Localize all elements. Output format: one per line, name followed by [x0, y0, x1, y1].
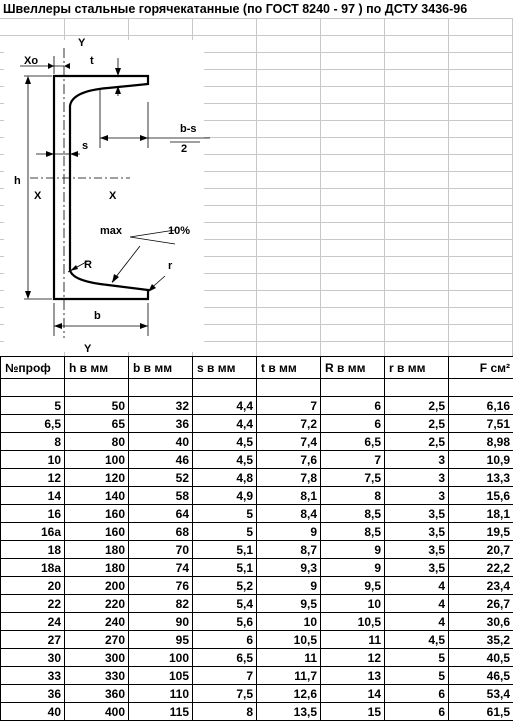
table-cell: 3,5	[385, 541, 449, 559]
label-R: R	[84, 259, 92, 271]
table-cell: 5	[193, 505, 257, 523]
table-row	[1, 541, 513, 559]
table-cell: 7,4	[257, 433, 321, 451]
column-header: R в мм	[321, 357, 385, 379]
table-cell: 11	[321, 631, 385, 649]
table-cell: 5,1	[193, 541, 257, 559]
table-cell: 90	[129, 613, 193, 631]
table-cell: 36	[1, 685, 65, 703]
column-header: s в мм	[193, 357, 257, 379]
table-row	[1, 505, 513, 523]
table-cell: 12	[1, 469, 65, 487]
table-cell: 46,5	[449, 667, 513, 685]
table-cell: 16а	[1, 523, 65, 541]
table-cell: 13,3	[449, 469, 513, 487]
table-cell: 8	[1, 433, 65, 451]
table-cell: 240	[65, 613, 129, 631]
table-cell: 8,98	[449, 433, 513, 451]
table-cell: 13	[321, 667, 385, 685]
table-cell: 400	[65, 703, 129, 721]
table-cell: 64	[129, 505, 193, 523]
table-cell: 3,5	[385, 523, 449, 541]
table-cell: 4,8	[193, 469, 257, 487]
table-cell: 11,7	[257, 667, 321, 685]
table-cell: 9	[257, 577, 321, 595]
table-cell: 6,16	[449, 397, 513, 415]
page-title: Швеллеры стальные горячекатанные (по ГОСТ 8240 - 97 ) по ДСТУ 3436-96	[3, 2, 468, 16]
table-cell: 360	[65, 685, 129, 703]
table-cell: 9,3	[257, 559, 321, 577]
label-y-bottom: Y	[84, 343, 92, 355]
label-b-s: b-s	[180, 123, 197, 135]
table-cell: 24	[1, 613, 65, 631]
table-cell: 7	[257, 397, 321, 415]
table-cell: 3,5	[385, 505, 449, 523]
label-h: h	[14, 175, 21, 187]
table-cell: 2,5	[385, 397, 449, 415]
table-cell: 74	[129, 559, 193, 577]
table-row	[1, 397, 513, 415]
table-cell: 53,4	[449, 685, 513, 703]
table-cell: 11	[257, 649, 321, 667]
table-cell: 15	[321, 703, 385, 721]
table-cell: 19,5	[449, 523, 513, 541]
table-row	[1, 433, 513, 451]
table-cell: 30,6	[449, 613, 513, 631]
table-cell: 4	[385, 595, 449, 613]
table-row	[1, 415, 513, 433]
table-cell: 7	[321, 451, 385, 469]
table-cell: 95	[129, 631, 193, 649]
table-row	[1, 631, 513, 649]
table-cell: 50	[65, 397, 129, 415]
table-cell: 7,5	[321, 469, 385, 487]
table-cell: 8	[321, 487, 385, 505]
column-header: h в мм	[65, 357, 129, 379]
table-cell: 10	[257, 613, 321, 631]
table-cell: 46	[129, 451, 193, 469]
table-row	[1, 685, 513, 703]
channel-drawing	[0, 18, 513, 356]
table-row	[1, 667, 513, 685]
table-cell: 7,6	[257, 451, 321, 469]
table-cell: 4	[385, 577, 449, 595]
table-cell: 14	[1, 487, 65, 505]
table-cell: 8,4	[257, 505, 321, 523]
table-cell: 120	[65, 469, 129, 487]
table-cell: 26,7	[449, 595, 513, 613]
table-cell: 200	[65, 577, 129, 595]
table-cell: 9	[321, 559, 385, 577]
label-10pct: 10%	[168, 225, 191, 237]
table-cell: 10,9	[449, 451, 513, 469]
table-cell: 3,5	[385, 559, 449, 577]
table-cell: 14	[321, 685, 385, 703]
table-cell: 9,5	[321, 577, 385, 595]
label-x-right: X	[109, 190, 117, 202]
table-row	[1, 559, 513, 577]
table-cell: 23,4	[449, 577, 513, 595]
table-cell: 65	[65, 415, 129, 433]
table-cell: 20	[1, 577, 65, 595]
table-cell: 100	[129, 649, 193, 667]
table-cell: 9	[321, 541, 385, 559]
table-cell: 3	[385, 487, 449, 505]
column-header: r в мм	[385, 357, 449, 379]
table-cell: 10	[321, 595, 385, 613]
table-cell: 4,9	[193, 487, 257, 505]
table-cell: 61,5	[449, 703, 513, 721]
table-cell: 7,2	[257, 415, 321, 433]
column-header: b в мм	[129, 357, 193, 379]
table-cell: 7,8	[257, 469, 321, 487]
table-cell: 9,5	[257, 595, 321, 613]
channel-table	[0, 356, 513, 721]
label-xo: Xo	[24, 55, 39, 67]
table-cell: 180	[65, 559, 129, 577]
table-cell: 35,2	[449, 631, 513, 649]
table-cell: 30	[1, 649, 65, 667]
table-blank-row	[1, 379, 513, 397]
label-max: max	[100, 225, 123, 237]
table-cell: 4,5	[193, 433, 257, 451]
table-cell: 7	[193, 667, 257, 685]
table-cell: 2,5	[385, 433, 449, 451]
table-cell: 8,1	[257, 487, 321, 505]
table-cell: 18	[1, 541, 65, 559]
table-cell: 40	[1, 703, 65, 721]
table-cell: 40	[129, 433, 193, 451]
table-cell: 10	[1, 451, 65, 469]
table-row	[1, 649, 513, 667]
table-cell: 100	[65, 451, 129, 469]
table-cell: 32	[129, 397, 193, 415]
table-cell: 40,5	[449, 649, 513, 667]
table-cell: 4,4	[193, 415, 257, 433]
table-cell: 6,5	[193, 649, 257, 667]
table-cell: 160	[65, 505, 129, 523]
label-b: b	[94, 310, 101, 322]
table-cell: 36	[129, 415, 193, 433]
table-cell: 33	[1, 667, 65, 685]
table-cell: 68	[129, 523, 193, 541]
table-cell: 12,6	[257, 685, 321, 703]
table-cell: 9	[257, 523, 321, 541]
table-cell: 13,5	[257, 703, 321, 721]
table-cell: 4,5	[193, 451, 257, 469]
table-cell: 270	[65, 631, 129, 649]
table-cell: 20,7	[449, 541, 513, 559]
table-cell: 8,5	[321, 505, 385, 523]
table-row	[1, 703, 513, 721]
label-r: r	[168, 260, 173, 272]
table-cell: 10,5	[257, 631, 321, 649]
table-cell: 18,1	[449, 505, 513, 523]
table-cell: 5,6	[193, 613, 257, 631]
table-cell: 5	[1, 397, 65, 415]
table-cell: 6,5	[321, 433, 385, 451]
table-cell: 115	[129, 703, 193, 721]
column-header: F см²	[449, 357, 513, 379]
table-cell: 4,5	[385, 631, 449, 649]
table-row	[1, 613, 513, 631]
table-cell: 110	[129, 685, 193, 703]
table-cell: 27	[1, 631, 65, 649]
table-cell: 4	[385, 613, 449, 631]
column-header: t в мм	[257, 357, 321, 379]
table-cell: 8	[193, 703, 257, 721]
table-cell: 5,2	[193, 577, 257, 595]
label-s: s	[82, 140, 89, 152]
table-cell: 6	[385, 703, 449, 721]
table-cell: 58	[129, 487, 193, 505]
table-cell: 6	[321, 397, 385, 415]
label-t: t	[90, 55, 94, 67]
table-row	[1, 523, 513, 541]
table-cell: 22,2	[449, 559, 513, 577]
table-cell: 160	[65, 523, 129, 541]
table-cell: 22	[1, 595, 65, 613]
label-two: 2	[181, 143, 188, 155]
table-cell: 105	[129, 667, 193, 685]
table-cell: 8,7	[257, 541, 321, 559]
table-cell: 6	[385, 685, 449, 703]
table-cell: 76	[129, 577, 193, 595]
table-cell: 3	[385, 469, 449, 487]
table-cell: 10,5	[321, 613, 385, 631]
table-cell: 5,4	[193, 595, 257, 613]
column-header: №проф	[1, 357, 65, 379]
table-cell: 6	[321, 415, 385, 433]
table-cell: 5	[385, 667, 449, 685]
table-row	[1, 595, 513, 613]
table-cell: 12	[321, 649, 385, 667]
label-x-left: X	[34, 190, 42, 202]
table-cell: 6,5	[1, 415, 65, 433]
table-row	[1, 451, 513, 469]
table-cell: 5	[385, 649, 449, 667]
table-cell: 330	[65, 667, 129, 685]
table-cell: 18а	[1, 559, 65, 577]
table-cell: 8,5	[321, 523, 385, 541]
table-cell: 70	[129, 541, 193, 559]
table-cell: 82	[129, 595, 193, 613]
table-cell: 140	[65, 487, 129, 505]
table-cell: 5	[193, 523, 257, 541]
table-cell: 80	[65, 433, 129, 451]
table-row	[1, 577, 513, 595]
table-cell: 6	[193, 631, 257, 649]
table-cell: 2,5	[385, 415, 449, 433]
table-row	[1, 469, 513, 487]
table-cell: 220	[65, 595, 129, 613]
table-cell: 300	[65, 649, 129, 667]
table-cell: 15,6	[449, 487, 513, 505]
table-cell: 3	[385, 451, 449, 469]
table-cell: 180	[65, 541, 129, 559]
label-y-top: Y	[78, 37, 86, 49]
table-header-row	[1, 357, 513, 379]
table-cell: 4,4	[193, 397, 257, 415]
table-cell: 7,5	[193, 685, 257, 703]
table-cell: 7,51	[449, 415, 513, 433]
table-cell: 5,1	[193, 559, 257, 577]
table-cell: 16	[1, 505, 65, 523]
table-cell: 52	[129, 469, 193, 487]
table-row	[1, 487, 513, 505]
